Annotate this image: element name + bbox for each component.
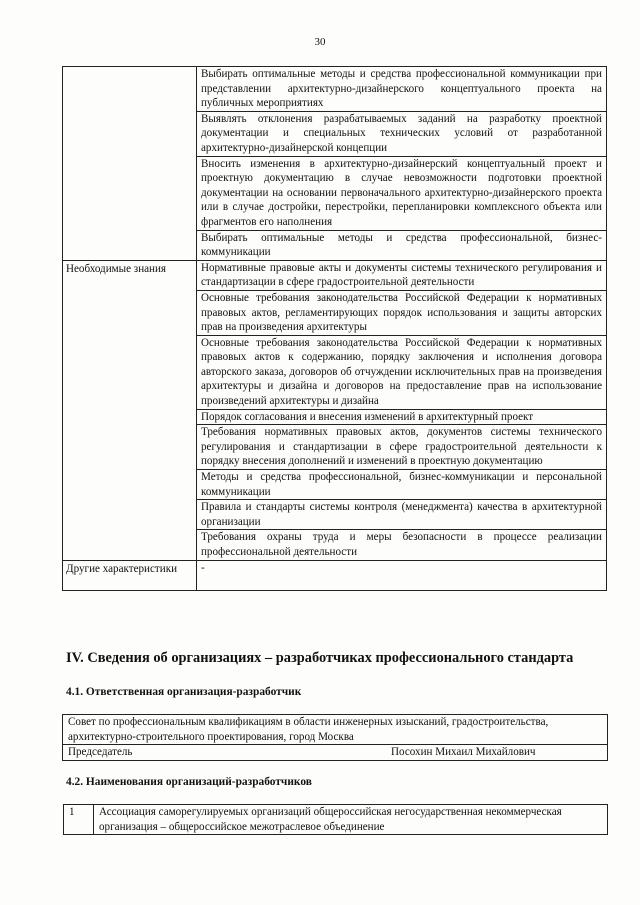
table-row <box>63 745 608 761</box>
competency-table <box>62 66 607 591</box>
chair-name: Посохин Михаил Михайлович <box>335 745 608 761</box>
function-item: Вносить изменения в архитектурно-дизайнерский концептуальный проект и проектную документацию в случае невозможности подготовки проектной документации на основании первоначального архитектурно-дизайнерского проекта или в случае достройки, перестройки, перепланировки комплексного объекта или фрагментов его наполнения <box>197 156 607 230</box>
other-characteristics-value: - <box>197 560 607 590</box>
knowledge-item: Методы и средства профессиональной, бизнес-коммуникации и персональной коммуникации <box>197 470 607 500</box>
table-row <box>64 805 608 835</box>
knowledge-item: Порядок согласования и внесения изменений в архитектурный проект <box>197 409 607 425</box>
knowledge-item: Правила и стандарты системы контроля (менеджмента) качества в архитектурной организации <box>197 500 607 530</box>
knowledge-item: Нормативные правовые акты и документы системы технического регулирования и стандартизации в сфере градостроительной деятельности <box>197 260 607 290</box>
functions-label-cell <box>63 67 197 261</box>
developer-number: 1 <box>64 805 94 835</box>
knowledge-item: Требования охраны труда и меры безопасности в процессе реализации профессиональной деятельности <box>197 530 607 560</box>
knowledge-item: Основные требования законодательства Российской Федерации к нормативных правовых актов к содержанию, порядку заключения и исполнения договора авторского заказа, договоров об отчуждении исключительных прав на произведения архитектуры и дизайна и договоров на предоставление прав на использование произведений архитектуры и дизайна <box>197 335 607 409</box>
function-item: Выявлять отклонения разрабатываемых заданий на разработку проектной документации и специальных технических условий от разработанной архитектурно-дизайнерской концепции <box>197 111 607 156</box>
responsible-org-table <box>62 714 608 761</box>
knowledge-label: Необходимые знания <box>63 260 197 560</box>
chair-title: Председатель <box>63 745 336 761</box>
table-row <box>63 67 607 112</box>
section-title: IV. Сведения об организациях – разработчиках профессионального стандарта <box>66 650 574 666</box>
knowledge-item: Основные требования законодательства Российской Федерации к нормативных правовых актов, регламентирующих порядок использования и защиты авторских прав на произведения архитектуры <box>197 290 607 335</box>
function-item: Выбирать оптимальные методы и средства профессиональной, бизнес-коммуникации <box>197 230 607 260</box>
developers-table <box>63 804 608 835</box>
function-item: Выбирать оптимальные методы и средства профессиональной коммуникации при представлении архитектурно-дизайнерского концептуального проекта на публичных мероприятиях <box>197 67 607 112</box>
table-row <box>63 260 607 290</box>
table-row <box>63 560 607 590</box>
responsible-org-title: 4.1. Ответственная организация-разработчик <box>66 686 302 698</box>
developer-name: Ассоциация саморегулируемых организаций общероссийская негосударственная некоммерческая организация – общероссийское межотраслевое объединение <box>94 805 608 835</box>
table-row <box>63 715 608 745</box>
other-characteristics-label: Другие характеристики <box>63 560 197 590</box>
developers-title: 4.2. Наименования организаций-разработчиков <box>66 776 312 788</box>
page-number: 30 <box>314 36 326 48</box>
knowledge-item: Требования нормативных правовых актов, документов системы технического регулирования и стандартизации в сфере градостроительной деятельности к порядку внесения дополнений и изменений в проектную документацию <box>197 425 607 470</box>
responsible-org-name: Совет по профессиональным квалификациям в области инженерных изысканий, градостроительства, архитектурно-строительного проектирования, город Москва <box>63 715 608 745</box>
